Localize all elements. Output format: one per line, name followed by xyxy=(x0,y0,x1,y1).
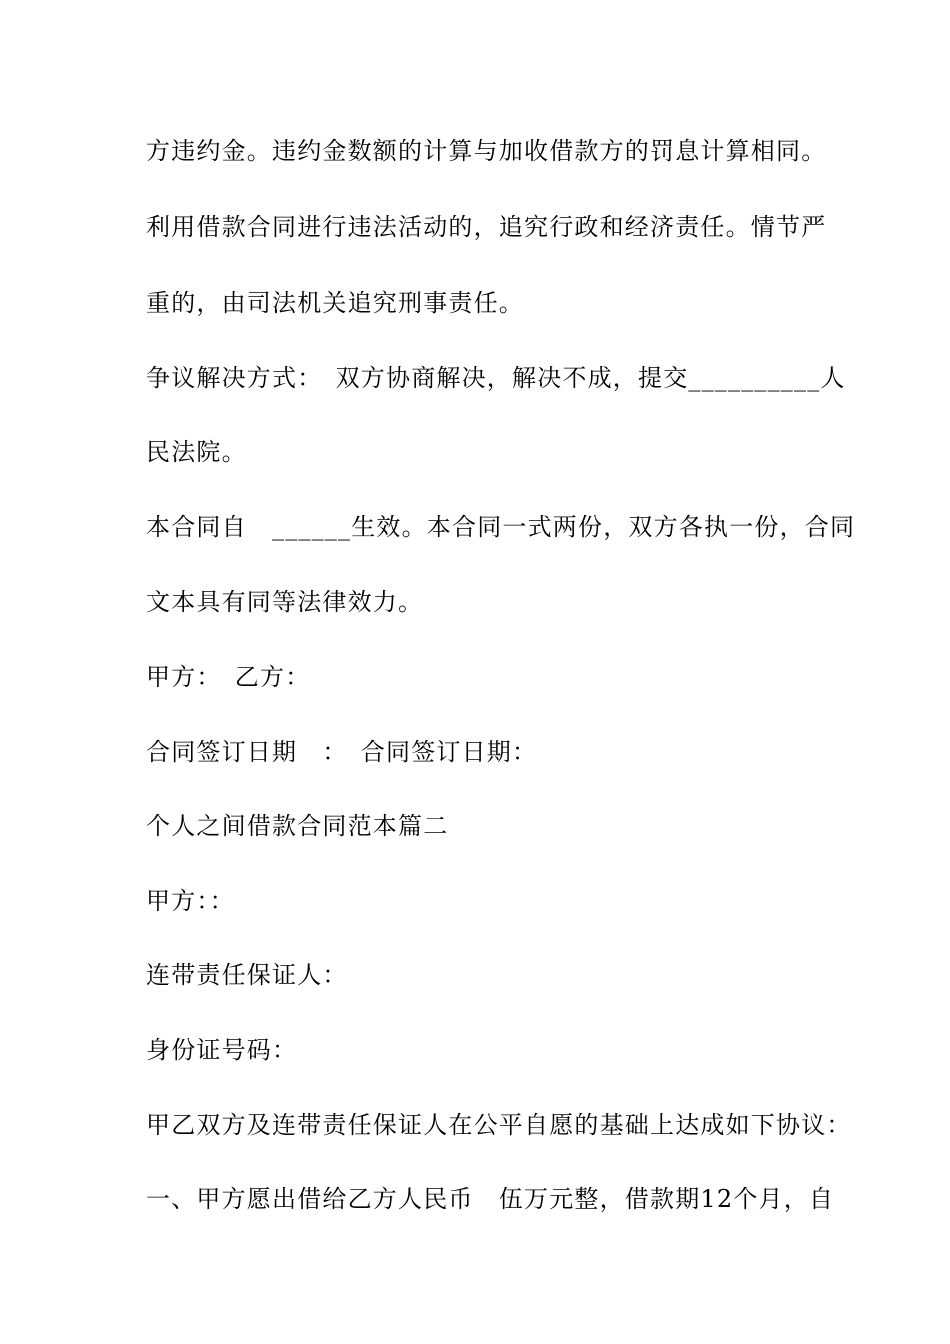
text-line: 合同签订日期 ： 合同签订日期： xyxy=(146,738,538,766)
section-heading: 个人之间借款合同范本篇二 xyxy=(146,812,449,840)
text-line: 重的，由司法机关追究刑事责任。 xyxy=(146,289,524,317)
text-line: 甲乙双方及连带责任保证人在公平自愿的基础上达成如下协议： xyxy=(146,1111,852,1139)
text-line: 本合同自 ______生效。本合同一式两份，双方各执一份，合同 xyxy=(146,513,856,541)
text-line: 方违约金。违约金数额的计算与加收借款方的罚息计算相同。 xyxy=(146,137,827,165)
text-line: 文本具有同等法律效力。 xyxy=(146,588,424,616)
text-line: 民法院。 xyxy=(146,438,247,466)
text-line: 争议解决方式： 双方协商解决，解决不成，提交__________人 xyxy=(146,364,846,392)
text-line: 一、甲方愿出借给乙方人民币 伍万元整，借款期12个月，自 xyxy=(146,1185,835,1213)
text-line: 甲方： 乙方： xyxy=(146,663,311,691)
text-line: 利用借款合同进行违法活动的，追究行政和经济责任。情节严 xyxy=(146,213,827,241)
text-line: 身份证号码： xyxy=(146,1036,298,1064)
text-line: 连带责任保证人： xyxy=(146,961,348,989)
text-line: 甲方：： xyxy=(146,887,235,915)
